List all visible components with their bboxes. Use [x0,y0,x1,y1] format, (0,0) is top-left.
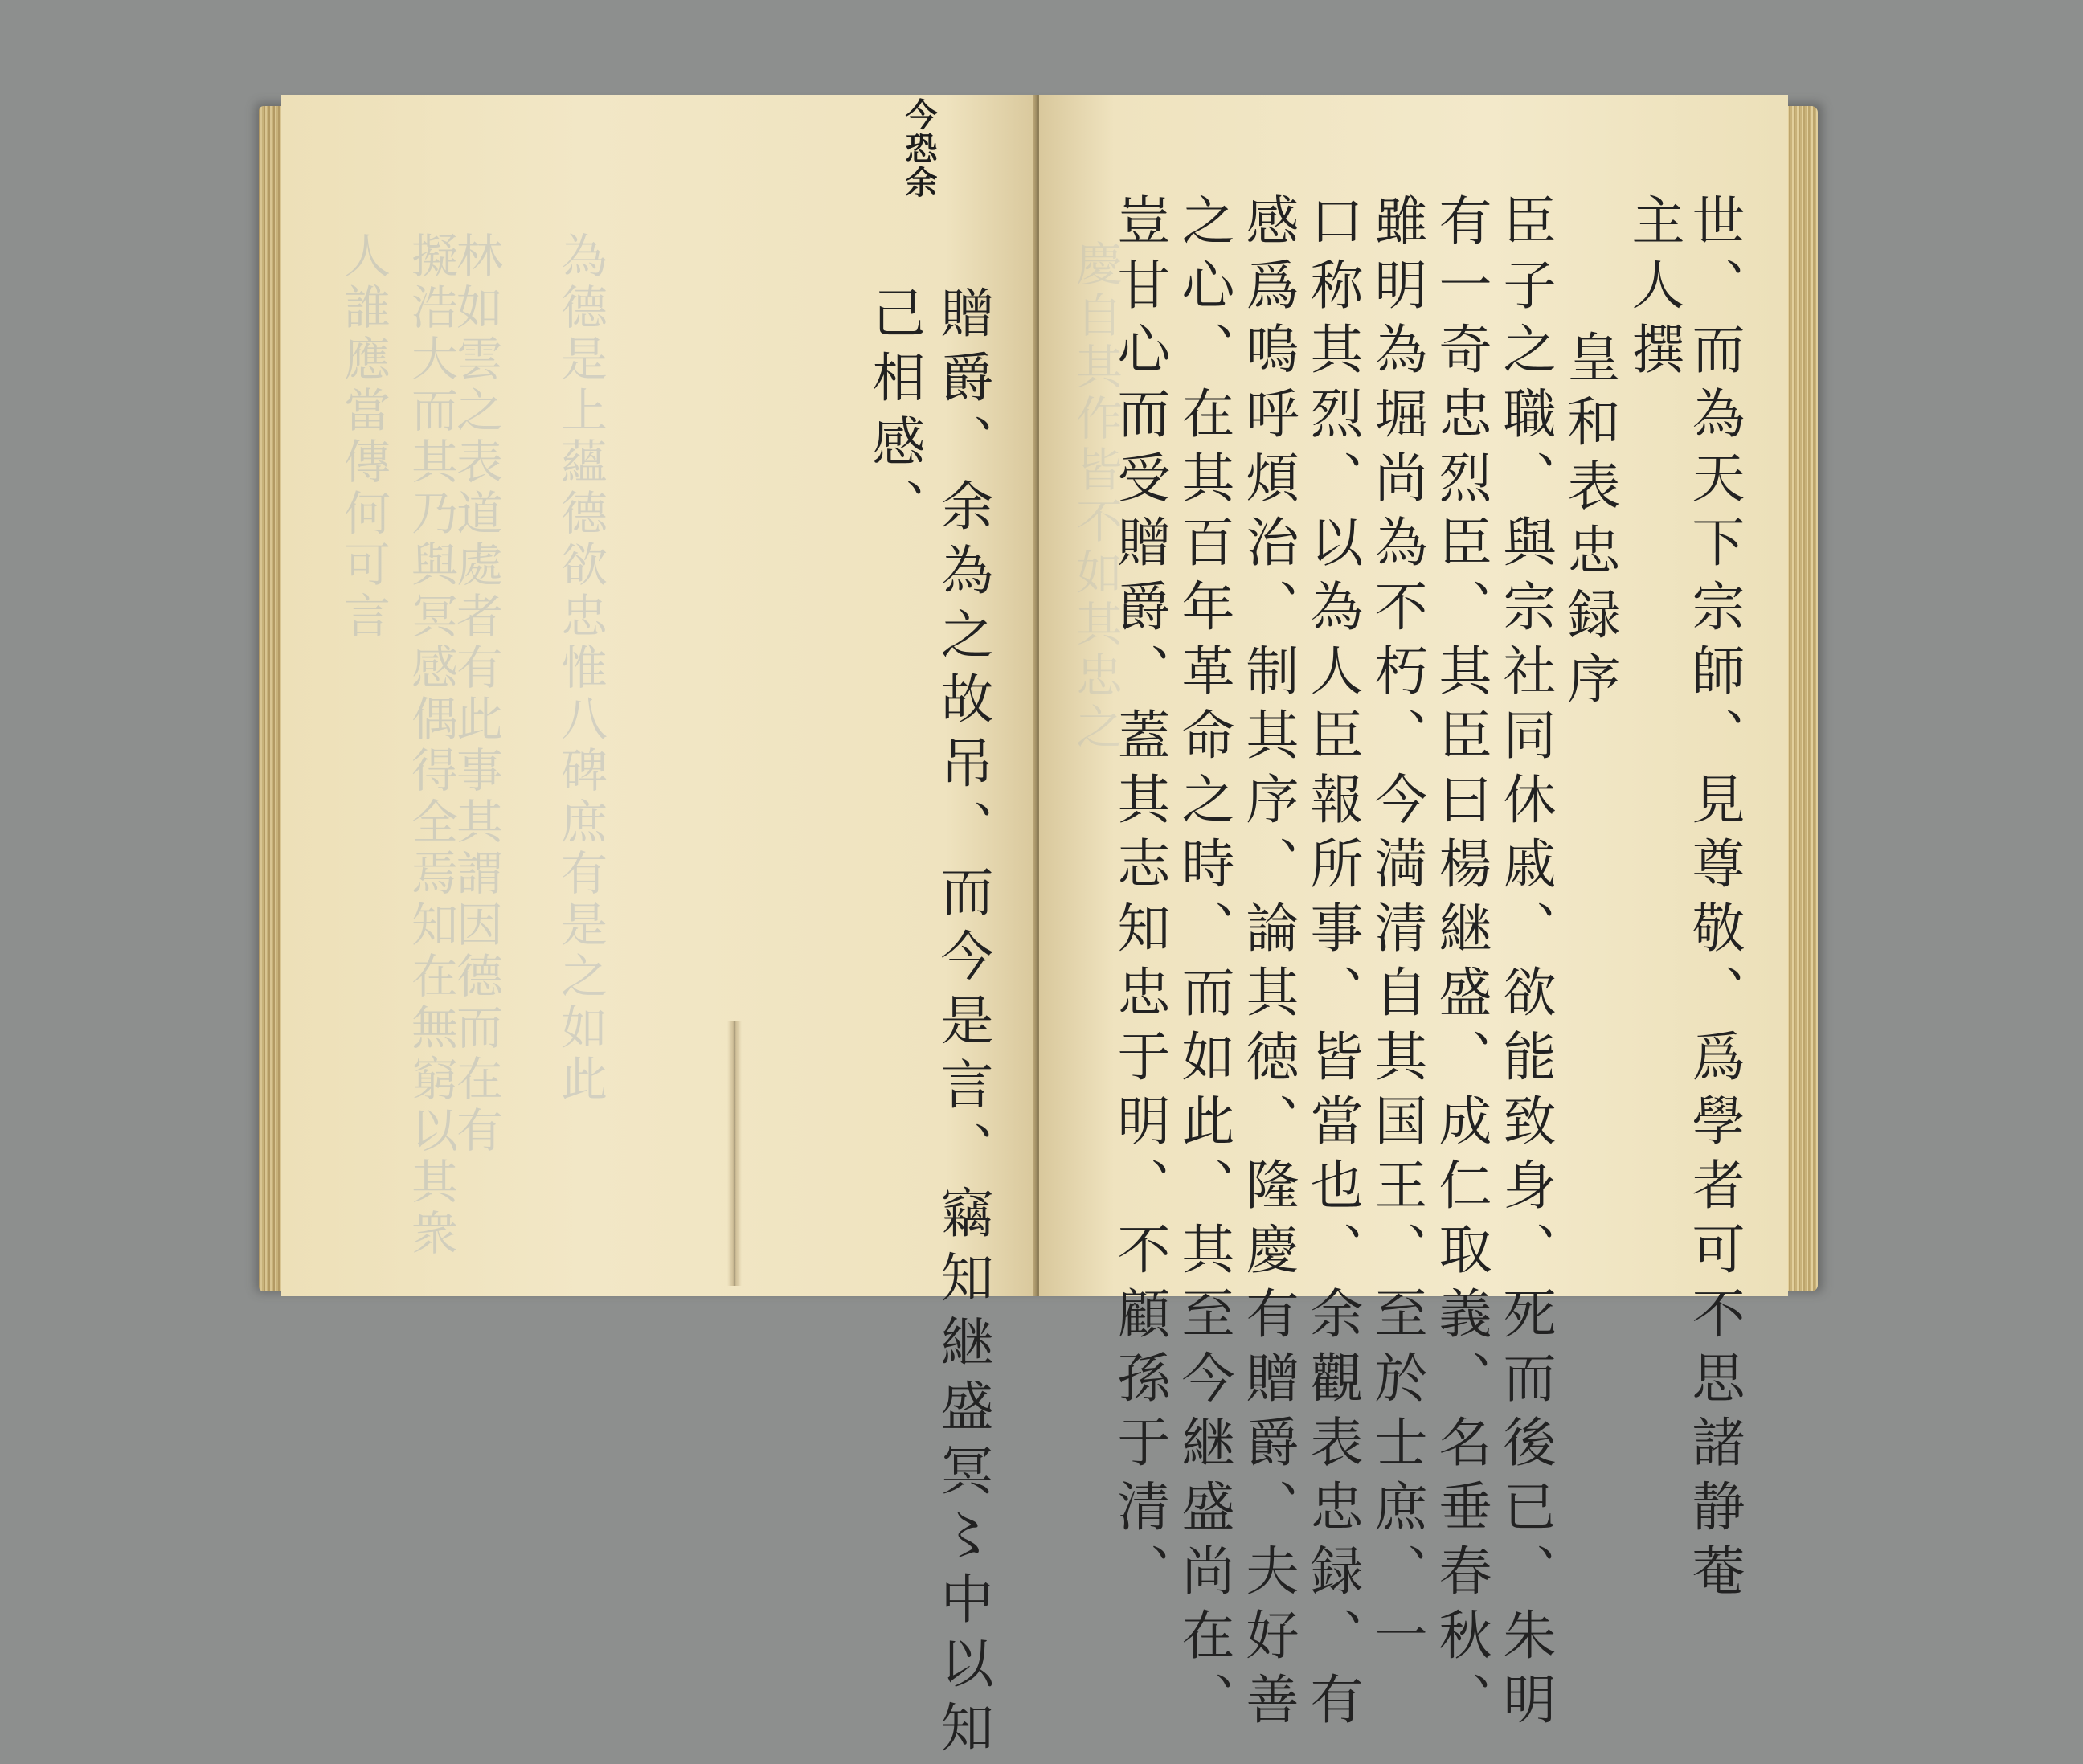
right-column-10: 豈甘心而受贈爵、蓋其志知忠于明、不顧孫于清、 [1108,193,1170,1607]
marginal-note: 今恐余 [900,98,937,199]
right-column-1: 世、而為天下宗師、見尊敬、爲學者可不思諸静菴 [1683,193,1745,1607]
bleed-through-text: 林如雲之表道處者有此事其謂因德而在有 [448,231,503,1157]
bleed-through-text: 為德是上蘊德欲忠惟八碑庶有是之如此 [553,231,608,1106]
right-column-8: 感爲嗚呼煩治、制其序、論其徳、隆慶有贈爵、夫好善 [1237,193,1299,1736]
bleed-through-text: 慶自其作皆不如其忠之 [1068,239,1123,754]
page-tear [727,1021,742,1286]
right-column-2: 主人撰 [1623,193,1684,386]
right-column-3: 皇和表忠録序 [1558,329,1620,715]
right-column-9: 之心、在其百年革命之時、而如此、其至今継盛尚在、 [1172,193,1234,1736]
left-page [281,95,1037,1296]
bleed-through-text: 擬浩大而其乃與冥感偶得全焉知在無窮以其衆人誰應當傳何可言 [336,231,458,1260]
right-column-5: 有一奇忠烈臣、其臣曰楊継盛、成仁取義、名垂春秋、 [1430,193,1492,1736]
right-column-4: 臣子之職、與宗社同休戚、欲能致身、死而後已、朱明 [1494,193,1556,1736]
left-column-2: 己相感、 [863,285,925,542]
left-column-1: 贈爵、余為之故吊、而今是言、竊知継盛冥〻中以知 [931,285,993,1764]
right-column-7: 口称其烈、以為人臣報所事、皆當也、余觀表忠録、有 [1301,193,1363,1736]
right-column-6: 雖明為堀尚為不朽、今満清自其国王、至於士庶、一 [1365,193,1427,1672]
